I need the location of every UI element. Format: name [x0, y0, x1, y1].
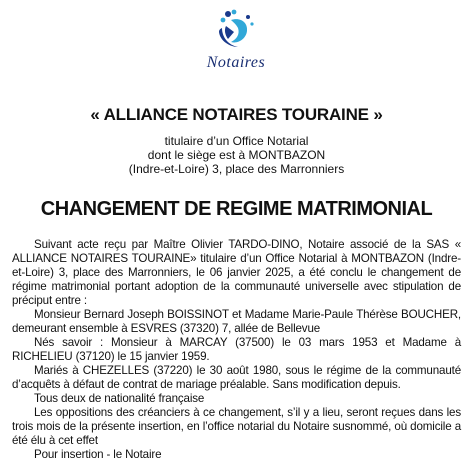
notice-paragraph: Mariés à CHEZELLES (37220) le 30 août 1980, sous le régime de la communauté d’acquêts à défaut de contrat de mariage préalable. Sans modification depuis.	[12, 364, 461, 391]
firm-description-line: titulaire d’un Office Notarial	[164, 134, 309, 148]
notice-paragraph: Monsieur Bernard Joseph BOISSINOT et Madame Marie-Paule Thérèse BOUCHER, demeurant ensemble à ESVRES (37320) 7, allée de Bellevue	[12, 308, 461, 335]
logo-wordmark: Notaires	[206, 54, 266, 71]
notaires-emblem-icon	[214, 8, 258, 52]
notice-signature: Pour insertion - le Notaire	[34, 448, 162, 461]
firm-name: « ALLIANCE NOTAIRES TOURAINE »	[90, 105, 383, 124]
notice-headline: CHANGEMENT DE REGIME MATRIMONIAL	[40, 198, 433, 220]
notice-paragraph: Les oppositions des créanciers à ce changement, s’il y a lieu, seront reçues dans les trois mois de la présente insertion, en l’office notarial du Notaire susnommé, où domicile a été élu à cet effet	[12, 406, 461, 447]
firm-address-line: (Indre-et-Loire) 3, place des Marronniers	[128, 162, 345, 176]
notaires-logo	[190, 8, 282, 74]
notice-paragraph: Suivant acte reçu par Maître Olivier TARDO-DINO, Notaire associé de la SAS « ALLIANCE NOTAIRES TOURAINE» titulaire d’un Office Notarial à MONTBAZON (Indre-et-Loire) 3, place des Marronniers, le 06 janvier 2025, a été conclu le changement de régime matrimonial portant adoption de la communauté universelle avec stipulation de préciput entre :	[12, 238, 461, 307]
notice-paragraph: Tous deux de nationalité française	[34, 392, 205, 405]
firm-seat-line: dont le siège est à MONTBAZON	[147, 148, 326, 162]
notice-body	[12, 238, 461, 462]
notice-paragraph: Nés savoir : Monsieur à MARCAY (37500) le 03 mars 1953 et Madame à RICHELIEU (37120) le 15 janvier 1959.	[12, 336, 461, 363]
